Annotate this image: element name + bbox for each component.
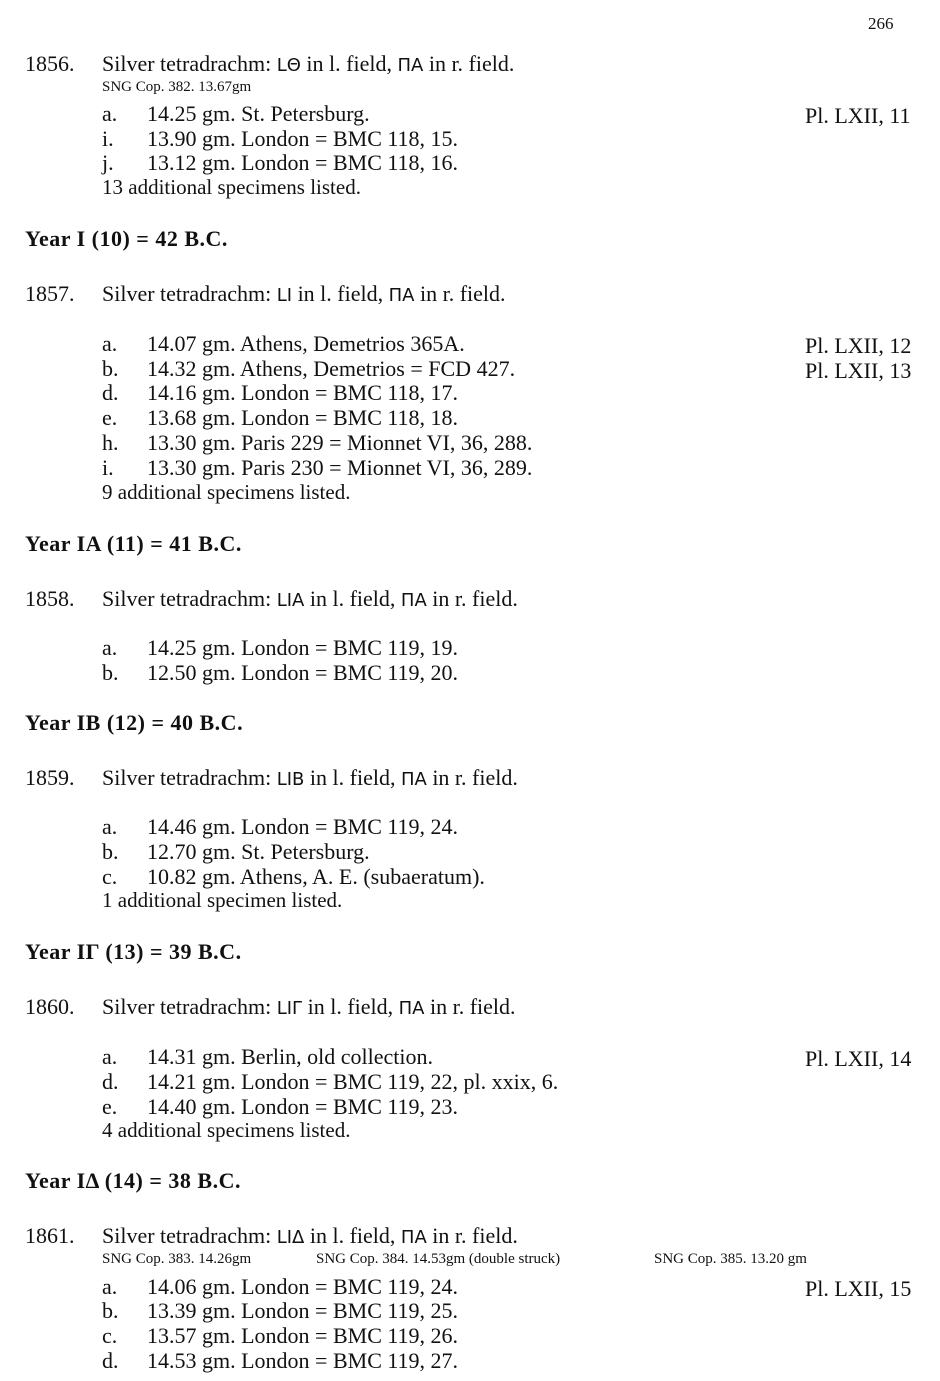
specimen-letter: b. <box>102 356 119 381</box>
year-heading: Year IΓ (13) = 39 B.C. <box>25 939 242 964</box>
specimen-letter: a. <box>102 331 118 356</box>
specimen-text: 12.70 gm. St. Petersburg. <box>147 839 370 864</box>
sng-reference: SNG Cop. 382. 13.67gm <box>102 79 252 95</box>
specimen-text: 14.25 gm. London = BMC 119, 19. <box>147 635 459 660</box>
entry-number: 1859. <box>25 765 75 790</box>
specimen-text: 13.30 gm. Paris 229 = Mionnet VI, 36, 288. <box>147 430 533 455</box>
specimen-letter: c. <box>102 1323 118 1348</box>
field-symbol-right: ΠΑ <box>388 285 415 306</box>
plate-reference: Pl. LXII, 13 <box>805 358 912 383</box>
entry-number: 1857. <box>25 281 75 306</box>
specimen-letter: a. <box>102 635 118 660</box>
specimen-text: 13.12 gm. London = BMC 118, 16. <box>147 150 459 175</box>
page-number: 266 <box>868 14 894 33</box>
year-heading: Year IA (11) = 41 B.C. <box>25 531 242 556</box>
plate-reference: Pl. LXII, 14 <box>805 1046 912 1071</box>
specimen-letter: a. <box>102 814 118 839</box>
specimen-text: 14.32 gm. Athens, Demetrios = FCD 427. <box>147 356 516 381</box>
field-symbol-right: ΠΑ <box>400 590 427 611</box>
additional-specimens: 9 additional specimens listed. <box>102 480 351 504</box>
specimen-text: 14.16 gm. London = BMC 118, 17. <box>147 380 459 405</box>
specimen-letter: a. <box>102 1274 118 1299</box>
field-symbol-right: ΠΑ <box>400 769 427 790</box>
field-symbol-right: ΠΑ <box>397 55 424 76</box>
specimen-text: 14.31 gm. Berlin, old collection. <box>147 1044 433 1069</box>
entry-description: Silver tetradrachm: LIB in l. field, ΠΑ in r. field. <box>102 765 518 790</box>
additional-specimens: 1 additional specimen listed. <box>102 888 343 912</box>
specimen-letter: h. <box>102 430 119 455</box>
specimen-text: 14.53 gm. London = BMC 119, 27. <box>147 1348 459 1373</box>
plate-reference: Pl. LXII, 15 <box>805 1276 912 1301</box>
specimen-text: 13.57 gm. London = BMC 119, 26. <box>147 1323 459 1348</box>
year-heading: Year IB (12) = 40 B.C. <box>25 710 244 735</box>
additional-specimens: 4 additional specimens listed. <box>102 1118 351 1142</box>
entry-description: Silver tetradrachm: LIA in l. field, ΠΑ in r. field. <box>102 586 518 611</box>
field-symbol-left: LΘ <box>276 55 301 76</box>
specimen-text: 13.90 gm. London = BMC 118, 15. <box>147 126 459 151</box>
additional-specimens: 13 additional specimens listed. <box>102 175 361 199</box>
specimen-letter: e. <box>102 405 118 430</box>
specimen-text: 12.50 gm. London = BMC 119, 20. <box>147 660 459 685</box>
year-heading: Year IΔ (14) = 38 B.C. <box>25 1168 241 1193</box>
specimen-text: 14.07 gm. Athens, Demetrios 365A. <box>147 331 465 356</box>
plate-reference: Pl. LXII, 12 <box>805 333 912 358</box>
specimen-letter: i. <box>102 126 114 151</box>
field-symbol-left: LIB <box>276 769 305 790</box>
specimen-letter: e. <box>102 1094 118 1119</box>
entry-number: 1860. <box>25 994 75 1019</box>
specimen-letter: b. <box>102 839 119 864</box>
specimen-text: 14.25 gm. St. Petersburg. <box>147 101 370 126</box>
specimen-letter: d. <box>102 380 119 405</box>
sng-reference: SNG Cop. 384. 14.53gm (double struck) <box>316 1251 561 1267</box>
specimen-letter: b. <box>102 660 119 685</box>
field-symbol-left: LIΔ <box>276 1227 305 1248</box>
specimen-text: 10.82 gm. Athens, A. E. (subaeratum). <box>147 864 485 889</box>
specimen-letter: c. <box>102 864 118 889</box>
specimen-letter: j. <box>102 150 114 175</box>
sng-reference: SNG Cop. 383. 14.26gm <box>102 1251 252 1267</box>
entry-description: Silver tetradrachm: LΘ in l. field, ΠΑ in r. field. <box>102 51 515 76</box>
entry-number: 1858. <box>25 586 75 611</box>
entry-description: Silver tetradrachm: LIΓ in l. field, ΠΑ in r. field. <box>102 994 516 1019</box>
entry-description: Silver tetradrachm: LI in l. field, ΠΑ in r. field. <box>102 281 506 306</box>
field-symbol-left: LIΓ <box>276 998 303 1019</box>
entry-number: 1856. <box>25 51 75 76</box>
specimen-letter: a. <box>102 101 118 126</box>
field-symbol-right: ΠΑ <box>398 998 425 1019</box>
field-symbol-right: ΠΑ <box>400 1227 427 1248</box>
entry-number: 1861. <box>25 1223 75 1248</box>
entry-description: Silver tetradrachm: LIΔ in l. field, ΠΑ in r. field. <box>102 1223 518 1248</box>
specimen-letter: a. <box>102 1044 118 1069</box>
specimen-text: 13.68 gm. London = BMC 118, 18. <box>147 405 459 430</box>
specimen-text: 14.40 gm. London = BMC 119, 23. <box>147 1094 459 1119</box>
specimen-letter: b. <box>102 1298 119 1323</box>
field-symbol-left: LIA <box>276 590 305 611</box>
sng-reference: SNG Cop. 385. 13.20 gm <box>654 1251 807 1267</box>
specimen-text: 14.21 gm. London = BMC 119, 22, pl. xxix, 6. <box>147 1069 559 1094</box>
year-heading: Year I (10) = 42 B.C. <box>25 226 228 251</box>
specimen-letter: d. <box>102 1348 119 1373</box>
specimen-text: 14.06 gm. London = BMC 119, 24. <box>147 1274 459 1299</box>
specimen-letter: d. <box>102 1069 119 1094</box>
specimen-letter: i. <box>102 455 114 480</box>
specimen-text: 13.39 gm. London = BMC 119, 25. <box>147 1298 459 1323</box>
specimen-text: 14.46 gm. London = BMC 119, 24. <box>147 814 459 839</box>
field-symbol-left: LI <box>276 285 293 306</box>
plate-reference: Pl. LXII, 11 <box>805 103 911 128</box>
specimen-text: 13.30 gm. Paris 230 = Mionnet VI, 36, 289. <box>147 455 533 480</box>
